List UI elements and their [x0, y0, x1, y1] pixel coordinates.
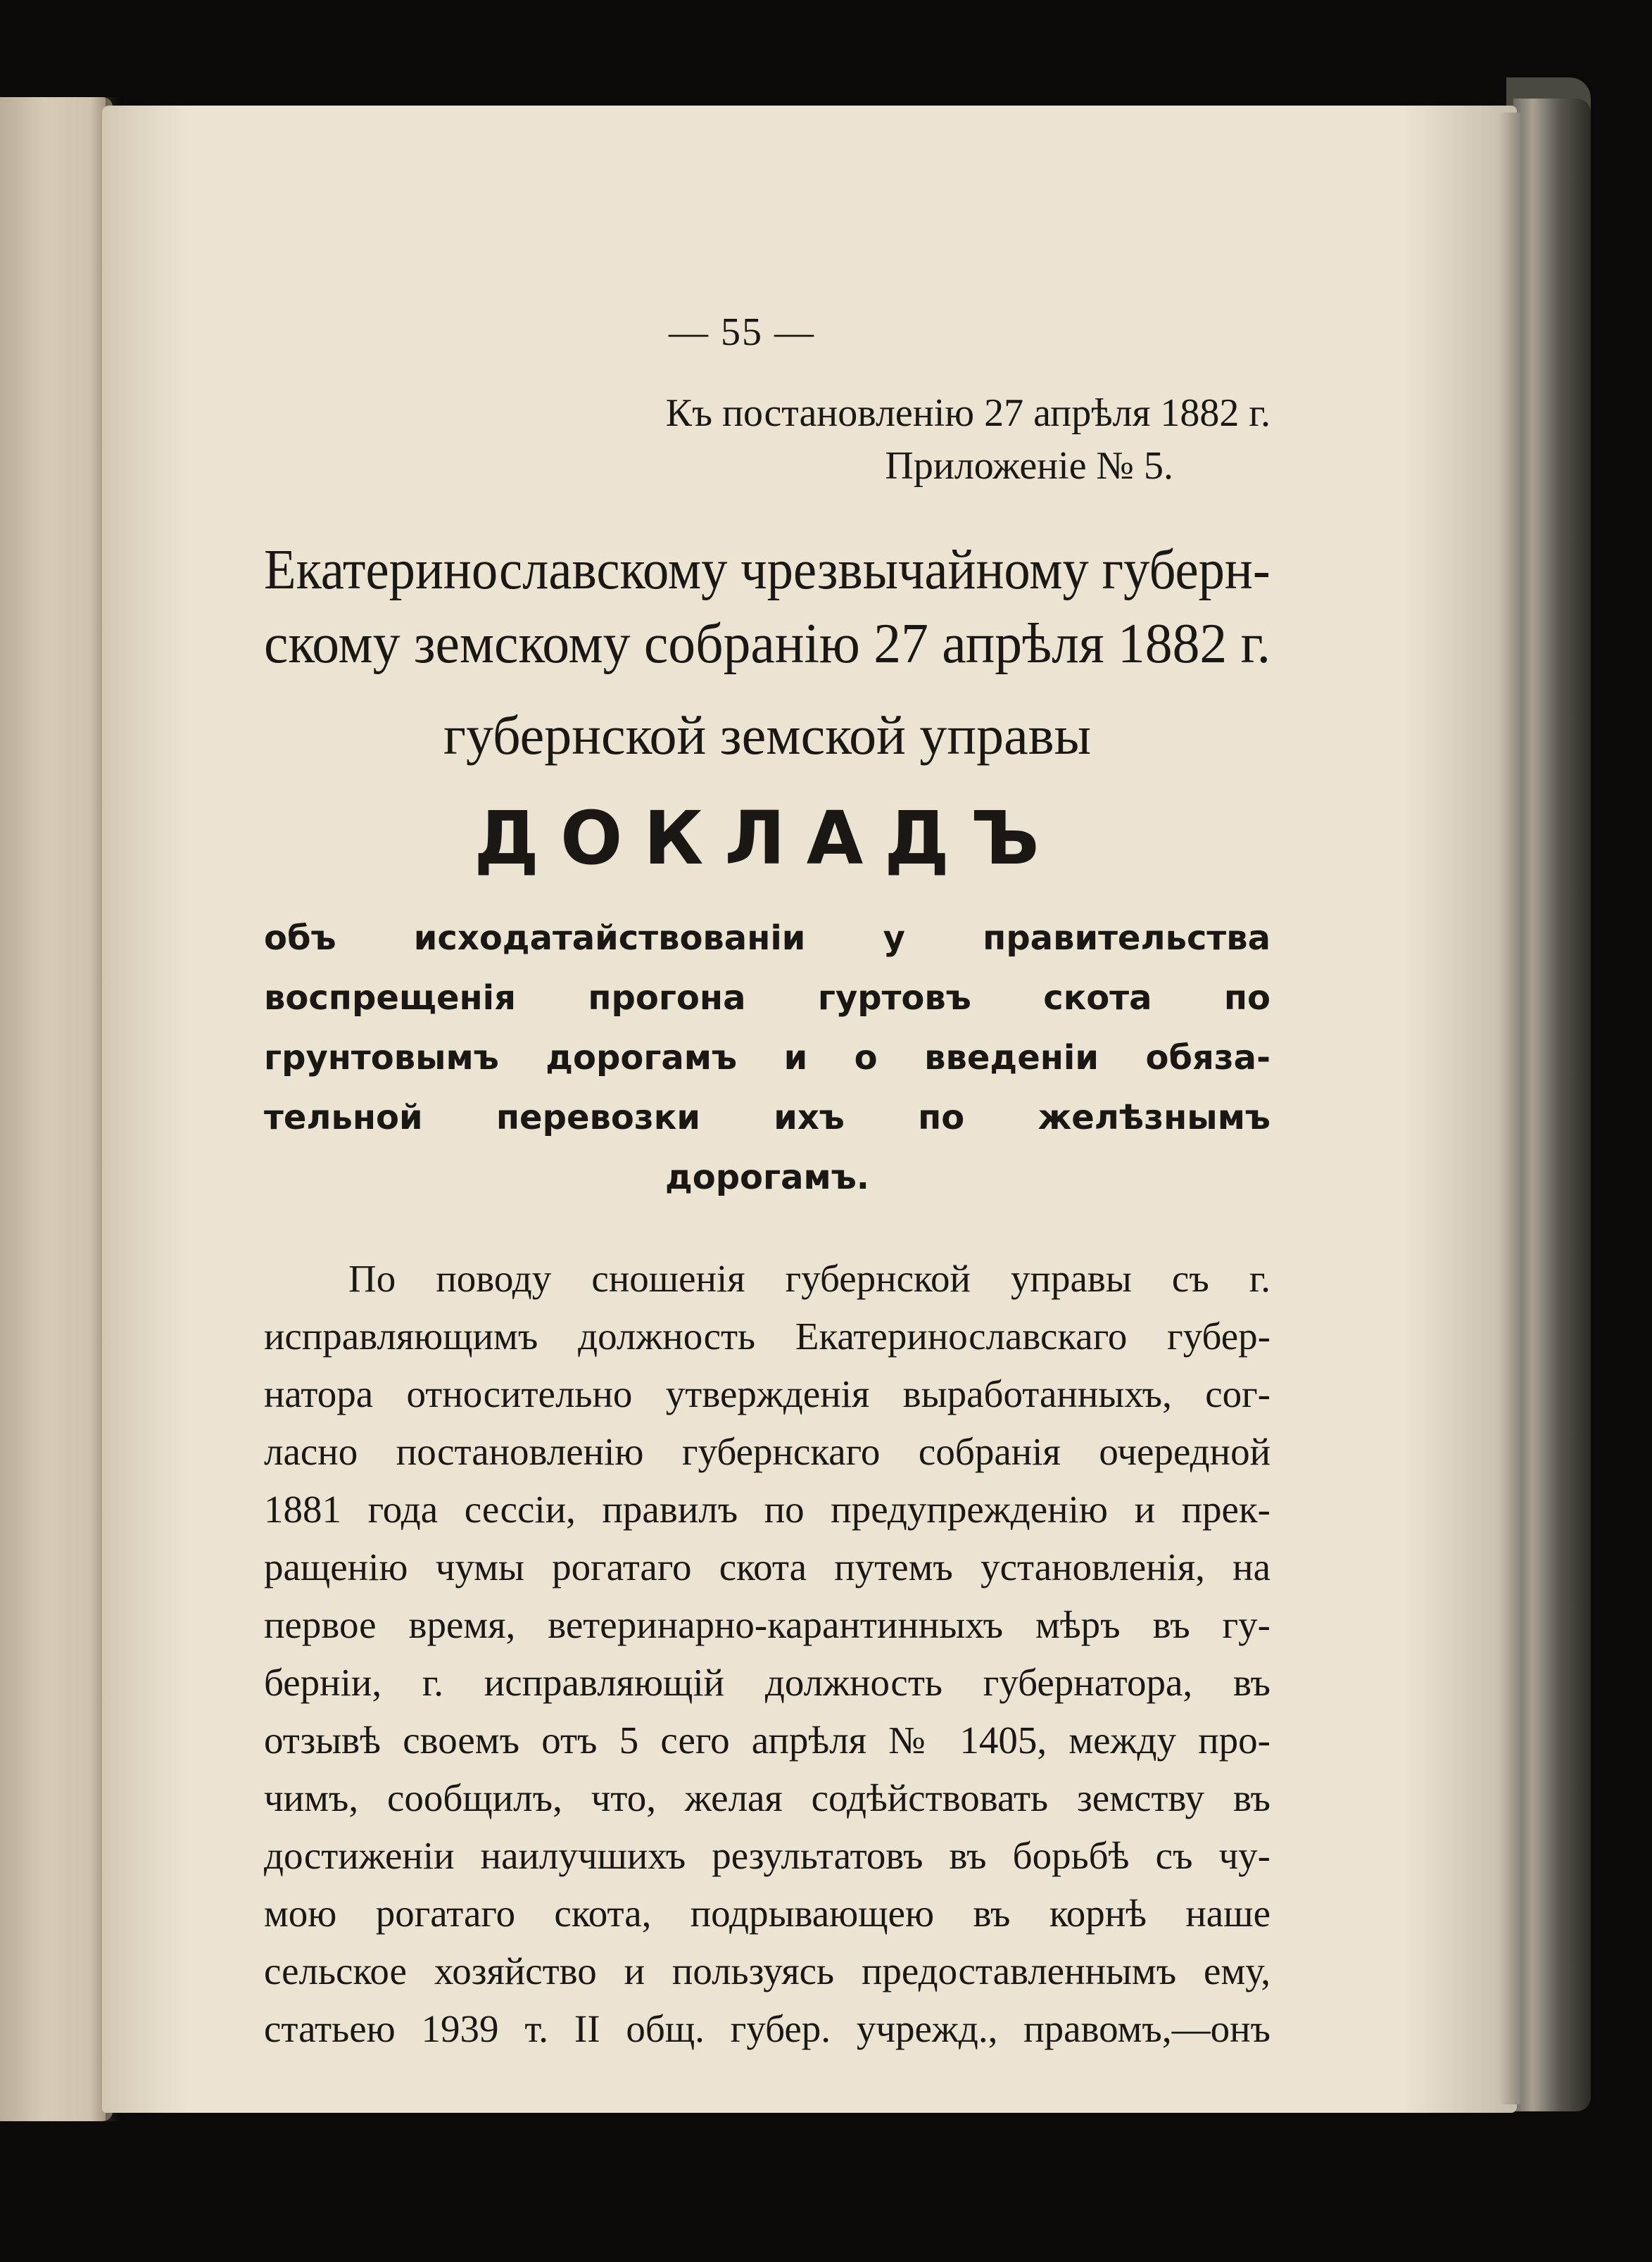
subtitle-line-4: тельной перевозки ихъ по желѣзнымъ	[264, 1098, 1270, 1137]
body-line: ласно постановленію губернскаго собранія очередной	[264, 1430, 1270, 1473]
body-line: ращенію чумы рогатаго скота путемъ установленія, на	[264, 1546, 1270, 1588]
body-line: статьею 1939 т. II общ. губер. учрежд., правомъ,—онъ	[264, 2007, 1270, 2050]
reference-appendix: Приложеніе № 5.	[885, 444, 1173, 488]
heading-line-1: Екатеринославскому чрезвычайному губерн-	[264, 539, 1270, 601]
subtitle-line-1: объ исходатайствованіи у правительства	[264, 918, 1270, 958]
body-line: исправляющимъ должность Екатеринославскаго губер-	[264, 1315, 1270, 1358]
body-line: берніи, г. исправляющій должность губернатора, въ	[264, 1661, 1270, 1704]
reference-resolution: Къ постановленію 27 апрѣля 1882 г.	[665, 391, 1270, 435]
book-cover-edge	[1513, 99, 1591, 2111]
page-edge-strip	[1499, 113, 1520, 2104]
body-line: достиженіи наилучшихъ результатовъ въ борьбѣ съ чу-	[264, 1834, 1270, 1877]
body-line: чимъ, сообщилъ, что, желая содѣйствовать земству въ	[264, 1776, 1270, 1819]
body-line: 1881 года сессіи, правилъ по предупрежденію и прек-	[264, 1488, 1270, 1531]
body-line: мою рогатаго скота, подрывающею въ корнѣ наше	[264, 1892, 1270, 1935]
report-title: ДОКЛАДЪ	[474, 795, 1061, 881]
body-line: натора относительно утвержденія выработанныхъ, сог-	[264, 1372, 1270, 1415]
left-page-edge	[0, 97, 113, 2121]
body-line: По поводу сношенія губернской управы съ г.	[348, 1257, 1270, 1300]
heading-line-2: скому земскому собранію 27 апрѣля 1882 г.	[264, 613, 1271, 675]
body-line: отзывѣ своемъ отъ 5 сего апрѣля № 1405, между про-	[264, 1719, 1270, 1762]
subtitle-line-3: грунтовымъ дорогамъ и о введеніи обяза-	[264, 1038, 1270, 1078]
subtitle-line-5: дорогамъ.	[664, 1158, 870, 1197]
subtitle-line-2: воспрещенія прогона гуртовъ скота по	[264, 978, 1270, 1018]
body-line: первое время, ветеринарно-карантинныхъ мѣръ въ гу-	[264, 1603, 1270, 1646]
heading-line-3: губернской земской управы	[443, 704, 1091, 766]
page-number: — 55 —	[669, 310, 815, 354]
body-line: сельское хозяйство и пользуясь предоставленнымъ ему,	[264, 1950, 1270, 1992]
